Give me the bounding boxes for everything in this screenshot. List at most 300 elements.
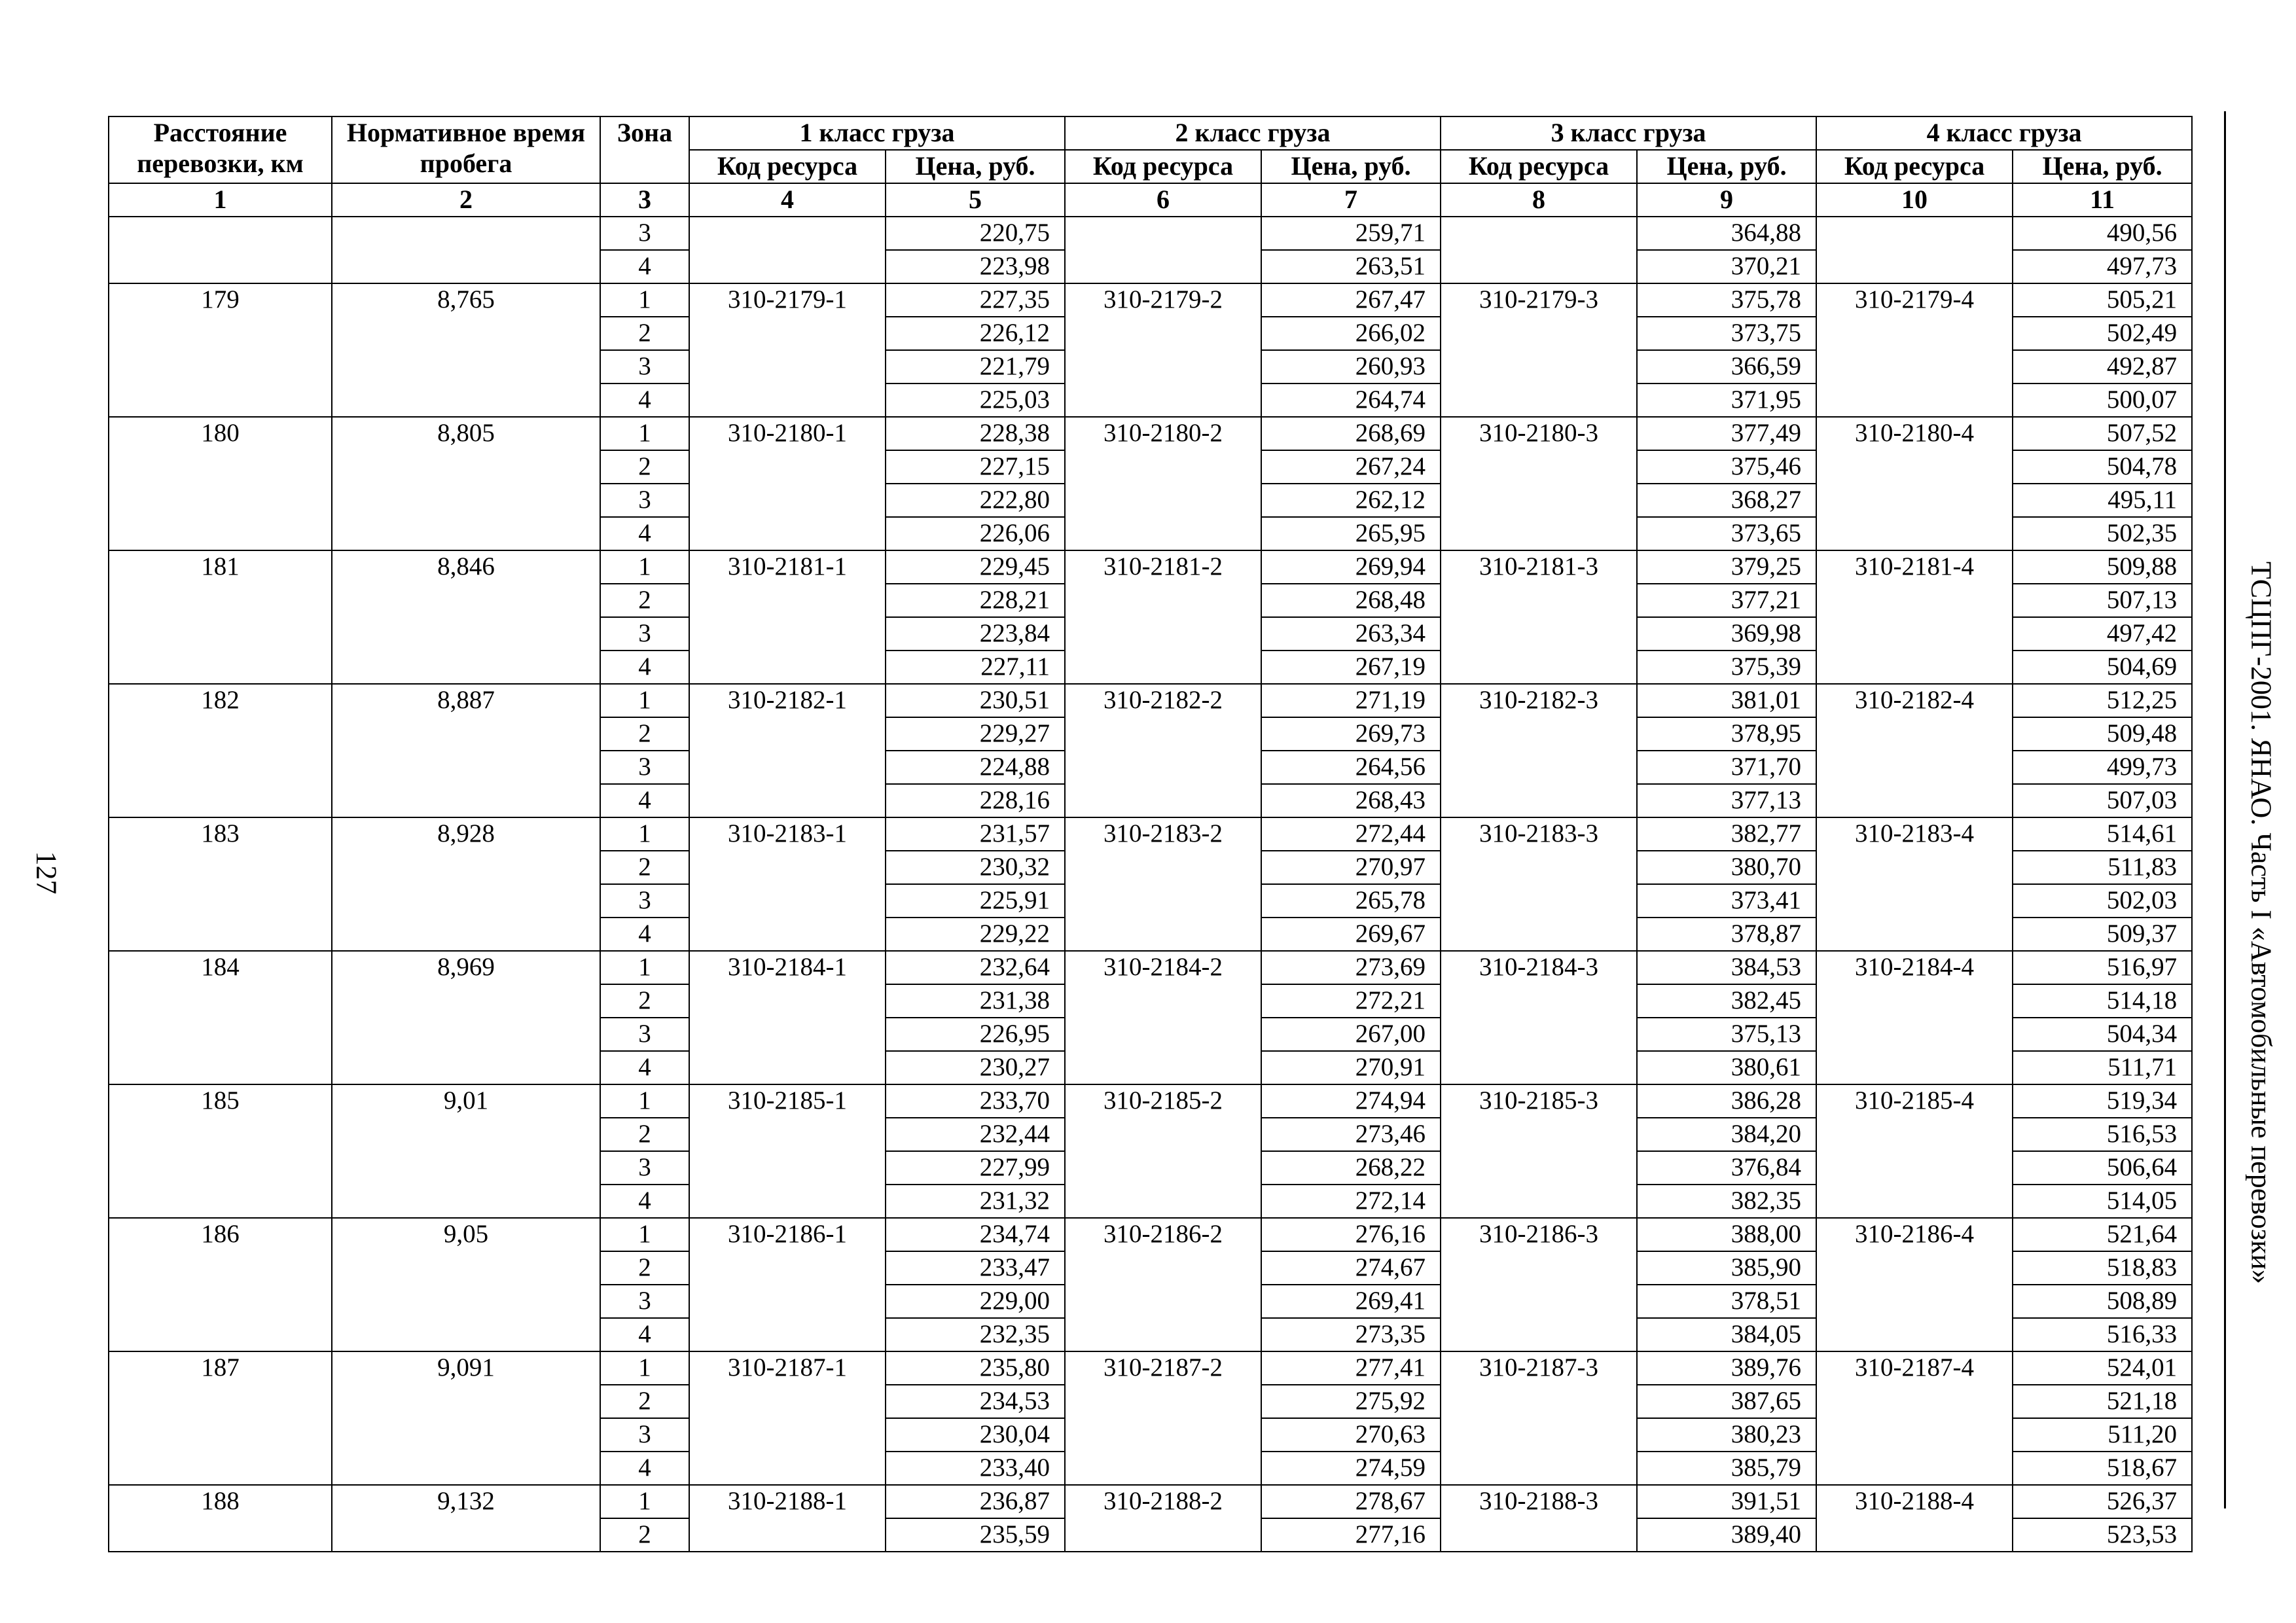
table-row xyxy=(109,817,2192,851)
price-cell: 233,70 xyxy=(886,1084,1065,1118)
price-cell: 370,21 xyxy=(1637,250,1816,283)
price-cell: 490,56 xyxy=(2013,217,2192,250)
zone-cell: 4 xyxy=(600,250,689,283)
price-cell: 364,88 xyxy=(1637,217,1816,250)
price-cell: 502,49 xyxy=(2013,317,2192,350)
price-cell: 508,89 xyxy=(2013,1285,2192,1318)
time-cell: 8,805 xyxy=(332,417,600,550)
price-cell: 270,97 xyxy=(1261,851,1441,884)
price-cell: 377,49 xyxy=(1637,417,1816,450)
time-cell: 9,091 xyxy=(332,1351,600,1485)
distance-cell: 180 xyxy=(109,417,332,550)
header-class-2: 2 класс груза xyxy=(1065,116,1441,150)
price-cell: 512,25 xyxy=(2013,684,2192,717)
zone-cell: 2 xyxy=(600,984,689,1018)
price-cell: 382,35 xyxy=(1637,1185,1816,1218)
resource-code-cell: 310-2184-3 xyxy=(1441,951,1637,1084)
price-cell: 377,13 xyxy=(1637,784,1816,817)
zone-cell: 1 xyxy=(600,684,689,717)
resource-code-cell: 310-2187-2 xyxy=(1065,1351,1261,1485)
zone-cell: 2 xyxy=(600,1118,689,1151)
price-cell: 233,40 xyxy=(886,1452,1065,1485)
price-cell: 373,75 xyxy=(1637,317,1816,350)
price-cell: 234,53 xyxy=(886,1385,1065,1418)
resource-code-cell: 310-2181-4 xyxy=(1816,550,2013,684)
resource-code-cell xyxy=(1065,217,1261,283)
zone-cell: 4 xyxy=(600,651,689,684)
price-cell: 371,95 xyxy=(1637,383,1816,417)
zone-cell: 4 xyxy=(600,1185,689,1218)
resource-code-cell: 310-2186-4 xyxy=(1816,1218,2013,1351)
price-cell: 273,69 xyxy=(1261,951,1441,984)
price-cell: 385,79 xyxy=(1637,1452,1816,1485)
price-cell: 231,38 xyxy=(886,984,1065,1018)
price-cell: 276,16 xyxy=(1261,1218,1441,1251)
header-class-4: 4 класс груза xyxy=(1816,116,2192,150)
resource-code-cell: 310-2186-1 xyxy=(689,1218,886,1351)
price-cell: 265,78 xyxy=(1261,884,1441,918)
price-cell: 507,13 xyxy=(2013,584,2192,617)
distance-cell xyxy=(109,217,332,283)
price-cell: 272,44 xyxy=(1261,817,1441,851)
price-cell: 382,45 xyxy=(1637,984,1816,1018)
time-cell: 8,887 xyxy=(332,684,600,817)
distance-cell: 179 xyxy=(109,283,332,417)
price-cell: 259,71 xyxy=(1261,217,1441,250)
price-cell: 268,22 xyxy=(1261,1151,1441,1185)
price-cell: 232,64 xyxy=(886,951,1065,984)
resource-code-cell: 310-2183-1 xyxy=(689,817,886,951)
price-cell: 375,46 xyxy=(1637,450,1816,484)
header-price: Цена, руб. xyxy=(1637,150,1816,183)
price-cell: 509,37 xyxy=(2013,918,2192,951)
zone-cell: 3 xyxy=(600,1151,689,1185)
resource-code-cell: 310-2179-1 xyxy=(689,283,886,417)
resource-code-cell: 310-2185-2 xyxy=(1065,1084,1261,1218)
price-cell: 502,03 xyxy=(2013,884,2192,918)
resource-code-cell: 310-2187-3 xyxy=(1441,1351,1637,1485)
price-cell: 516,97 xyxy=(2013,951,2192,984)
resource-code-cell: 310-2188-4 xyxy=(1816,1485,2013,1552)
page-number: 127 xyxy=(30,851,63,895)
resource-code-cell: 310-2185-1 xyxy=(689,1084,886,1218)
time-cell: 8,969 xyxy=(332,951,600,1084)
zone-cell: 2 xyxy=(600,1385,689,1418)
price-cell: 502,35 xyxy=(2013,517,2192,550)
column-number: 9 xyxy=(1637,183,1816,217)
header-code: Код ресурса xyxy=(689,150,886,183)
distance-cell: 182 xyxy=(109,684,332,817)
price-cell: 229,00 xyxy=(886,1285,1065,1318)
time-cell: 9,01 xyxy=(332,1084,600,1218)
price-cell: 524,01 xyxy=(2013,1351,2192,1385)
resource-code-cell: 310-2181-2 xyxy=(1065,550,1261,684)
price-cell: 232,35 xyxy=(886,1318,1065,1351)
price-cell: 373,41 xyxy=(1637,884,1816,918)
price-cell: 526,37 xyxy=(2013,1485,2192,1518)
resource-code-cell: 310-2182-3 xyxy=(1441,684,1637,817)
resource-code-cell: 310-2181-1 xyxy=(689,550,886,684)
price-cell: 235,80 xyxy=(886,1351,1065,1385)
price-cell: 231,32 xyxy=(886,1185,1065,1218)
price-cell: 263,51 xyxy=(1261,250,1441,283)
zone-cell: 2 xyxy=(600,1518,689,1552)
zone-cell: 1 xyxy=(600,417,689,450)
price-cell: 232,44 xyxy=(886,1118,1065,1151)
price-cell: 511,20 xyxy=(2013,1418,2192,1452)
price-cell: 495,11 xyxy=(2013,484,2192,517)
table-row xyxy=(109,550,2192,584)
header-class-3: 3 класс груза xyxy=(1441,116,1816,150)
price-cell: 518,67 xyxy=(2013,1452,2192,1485)
resource-code-cell: 310-2182-2 xyxy=(1065,684,1261,817)
zone-cell: 4 xyxy=(600,1051,689,1084)
resource-code-cell: 310-2188-1 xyxy=(689,1485,886,1552)
resource-code-cell: 310-2179-2 xyxy=(1065,283,1261,417)
resource-code-cell: 310-2179-3 xyxy=(1441,283,1637,417)
zone-cell: 2 xyxy=(600,1251,689,1285)
column-number: 7 xyxy=(1261,183,1441,217)
price-cell: 269,41 xyxy=(1261,1285,1441,1318)
price-cell: 266,02 xyxy=(1261,317,1441,350)
price-cell: 231,57 xyxy=(886,817,1065,851)
price-cell: 264,56 xyxy=(1261,751,1441,784)
price-cell: 500,07 xyxy=(2013,383,2192,417)
column-number: 6 xyxy=(1065,183,1261,217)
table-row xyxy=(109,283,2192,317)
price-cell: 267,19 xyxy=(1261,651,1441,684)
price-cell: 233,47 xyxy=(886,1251,1065,1285)
header-time: Нормативное время пробега xyxy=(332,116,600,183)
zone-cell: 1 xyxy=(600,1351,689,1385)
zone-cell: 1 xyxy=(600,1218,689,1251)
price-cell: 220,75 xyxy=(886,217,1065,250)
price-cell: 222,80 xyxy=(886,484,1065,517)
resource-code-cell: 310-2184-4 xyxy=(1816,951,2013,1084)
distance-cell: 187 xyxy=(109,1351,332,1485)
header-price: Цена, руб. xyxy=(1261,150,1441,183)
price-cell: 274,67 xyxy=(1261,1251,1441,1285)
price-cell: 384,20 xyxy=(1637,1118,1816,1151)
resource-code-cell: 310-2180-2 xyxy=(1065,417,1261,550)
price-cell: 385,90 xyxy=(1637,1251,1816,1285)
resource-code-cell xyxy=(689,217,886,283)
header-price: Цена, руб. xyxy=(886,150,1065,183)
price-cell: 499,73 xyxy=(2013,751,2192,784)
price-cell: 378,87 xyxy=(1637,918,1816,951)
time-cell xyxy=(332,217,600,283)
zone-cell: 3 xyxy=(600,1018,689,1051)
resource-code-cell: 310-2185-4 xyxy=(1816,1084,2013,1218)
price-cell: 274,59 xyxy=(1261,1452,1441,1485)
price-cell: 226,95 xyxy=(886,1018,1065,1051)
price-cell: 260,93 xyxy=(1261,350,1441,383)
resource-code-cell: 310-2182-4 xyxy=(1816,684,2013,817)
price-cell: 378,95 xyxy=(1637,717,1816,751)
distance-cell: 186 xyxy=(109,1218,332,1351)
table-header xyxy=(109,116,2192,217)
price-cell: 227,15 xyxy=(886,450,1065,484)
price-cell: 227,11 xyxy=(886,651,1065,684)
price-cell: 270,63 xyxy=(1261,1418,1441,1452)
price-cell: 506,64 xyxy=(2013,1151,2192,1185)
price-cell: 267,47 xyxy=(1261,283,1441,317)
resource-code-cell: 310-2187-4 xyxy=(1816,1351,2013,1485)
zone-cell: 1 xyxy=(600,1485,689,1518)
distance-cell: 181 xyxy=(109,550,332,684)
price-cell: 366,59 xyxy=(1637,350,1816,383)
column-number: 3 xyxy=(600,183,689,217)
price-cell: 511,71 xyxy=(2013,1051,2192,1084)
price-cell: 228,21 xyxy=(886,584,1065,617)
side-divider xyxy=(2224,111,2226,1508)
zone-cell: 3 xyxy=(600,751,689,784)
zone-cell: 1 xyxy=(600,550,689,584)
price-cell: 505,21 xyxy=(2013,283,2192,317)
price-cell: 376,84 xyxy=(1637,1151,1816,1185)
price-cell: 389,40 xyxy=(1637,1518,1816,1552)
zone-cell: 4 xyxy=(600,1452,689,1485)
price-cell: 278,67 xyxy=(1261,1485,1441,1518)
resource-code-cell xyxy=(1441,217,1637,283)
price-cell: 229,45 xyxy=(886,550,1065,584)
header-code: Код ресурса xyxy=(1441,150,1637,183)
price-cell: 223,98 xyxy=(886,250,1065,283)
price-cell: 509,88 xyxy=(2013,550,2192,584)
distance-cell: 188 xyxy=(109,1485,332,1552)
price-cell: 277,16 xyxy=(1261,1518,1441,1552)
price-cell: 380,23 xyxy=(1637,1418,1816,1452)
price-cell: 384,05 xyxy=(1637,1318,1816,1351)
resource-code-cell: 310-2184-1 xyxy=(689,951,886,1084)
zone-cell: 2 xyxy=(600,317,689,350)
header-class-1: 1 класс груза xyxy=(689,116,1065,150)
price-cell: 504,69 xyxy=(2013,651,2192,684)
zone-cell: 3 xyxy=(600,484,689,517)
price-cell: 229,27 xyxy=(886,717,1065,751)
price-cell: 277,41 xyxy=(1261,1351,1441,1385)
price-cell: 507,03 xyxy=(2013,784,2192,817)
zone-cell: 4 xyxy=(600,784,689,817)
price-cell: 381,01 xyxy=(1637,684,1816,717)
zone-cell: 3 xyxy=(600,1418,689,1452)
price-cell: 223,84 xyxy=(886,617,1065,651)
price-cell: 511,83 xyxy=(2013,851,2192,884)
table-row xyxy=(109,217,2192,250)
time-cell: 8,846 xyxy=(332,550,600,684)
price-cell: 227,99 xyxy=(886,1151,1065,1185)
price-cell: 382,77 xyxy=(1637,817,1816,851)
price-cell: 235,59 xyxy=(886,1518,1065,1552)
price-cell: 518,83 xyxy=(2013,1251,2192,1285)
tariff-table xyxy=(108,116,2193,1552)
distance-cell: 183 xyxy=(109,817,332,951)
column-number: 1 xyxy=(109,183,332,217)
price-cell: 514,61 xyxy=(2013,817,2192,851)
table-row xyxy=(109,417,2192,450)
price-cell: 514,18 xyxy=(2013,984,2192,1018)
zone-cell: 2 xyxy=(600,717,689,751)
resource-code-cell: 310-2180-3 xyxy=(1441,417,1637,550)
table-row xyxy=(109,1485,2192,1518)
resource-code-cell: 310-2186-3 xyxy=(1441,1218,1637,1351)
price-cell: 262,12 xyxy=(1261,484,1441,517)
table-row xyxy=(109,1351,2192,1385)
price-cell: 380,61 xyxy=(1637,1051,1816,1084)
resource-code-cell: 310-2183-4 xyxy=(1816,817,2013,951)
price-cell: 269,73 xyxy=(1261,717,1441,751)
price-cell: 230,27 xyxy=(886,1051,1065,1084)
zone-cell: 2 xyxy=(600,450,689,484)
column-number: 2 xyxy=(332,183,600,217)
zone-cell: 1 xyxy=(600,283,689,317)
column-number: 4 xyxy=(689,183,886,217)
price-cell: 519,34 xyxy=(2013,1084,2192,1118)
price-cell: 273,35 xyxy=(1261,1318,1441,1351)
price-cell: 272,21 xyxy=(1261,984,1441,1018)
price-cell: 507,52 xyxy=(2013,417,2192,450)
price-cell: 274,94 xyxy=(1261,1084,1441,1118)
price-cell: 275,92 xyxy=(1261,1385,1441,1418)
column-number: 10 xyxy=(1816,183,2013,217)
resource-code-cell: 310-2188-2 xyxy=(1065,1485,1261,1552)
resource-code-cell: 310-2188-3 xyxy=(1441,1485,1637,1552)
resource-code-cell: 310-2179-4 xyxy=(1816,283,2013,417)
zone-cell: 2 xyxy=(600,584,689,617)
table-row xyxy=(109,1084,2192,1118)
price-cell: 516,33 xyxy=(2013,1318,2192,1351)
price-cell: 391,51 xyxy=(1637,1485,1816,1518)
time-cell: 8,928 xyxy=(332,817,600,951)
price-cell: 369,98 xyxy=(1637,617,1816,651)
price-cell: 492,87 xyxy=(2013,350,2192,383)
price-cell: 373,65 xyxy=(1637,517,1816,550)
time-cell: 8,765 xyxy=(332,283,600,417)
resource-code-cell: 310-2185-3 xyxy=(1441,1084,1637,1218)
price-cell: 377,21 xyxy=(1637,584,1816,617)
price-cell: 224,88 xyxy=(886,751,1065,784)
price-cell: 270,91 xyxy=(1261,1051,1441,1084)
price-cell: 375,78 xyxy=(1637,283,1816,317)
table-row xyxy=(109,951,2192,984)
zone-cell: 3 xyxy=(600,884,689,918)
price-cell: 368,27 xyxy=(1637,484,1816,517)
price-cell: 375,39 xyxy=(1637,651,1816,684)
resource-code-cell: 310-2181-3 xyxy=(1441,550,1637,684)
price-cell: 268,48 xyxy=(1261,584,1441,617)
header-code: Код ресурса xyxy=(1065,150,1261,183)
price-cell: 269,67 xyxy=(1261,918,1441,951)
resource-code-cell: 310-2184-2 xyxy=(1065,951,1261,1084)
table-body xyxy=(109,217,2192,1552)
resource-code-cell: 310-2182-1 xyxy=(689,684,886,817)
price-cell: 375,13 xyxy=(1637,1018,1816,1051)
resource-code-cell: 310-2186-2 xyxy=(1065,1218,1261,1351)
price-cell: 228,16 xyxy=(886,784,1065,817)
price-cell: 523,53 xyxy=(2013,1518,2192,1552)
price-cell: 384,53 xyxy=(1637,951,1816,984)
price-cell: 388,00 xyxy=(1637,1218,1816,1251)
zone-cell: 3 xyxy=(600,1285,689,1318)
price-cell: 386,28 xyxy=(1637,1084,1816,1118)
price-cell: 509,48 xyxy=(2013,717,2192,751)
table-row xyxy=(109,1218,2192,1251)
resource-code-cell: 310-2187-1 xyxy=(689,1351,886,1485)
price-cell: 225,91 xyxy=(886,884,1065,918)
price-cell: 264,74 xyxy=(1261,383,1441,417)
zone-cell: 1 xyxy=(600,951,689,984)
price-cell: 379,25 xyxy=(1637,550,1816,584)
zone-cell: 3 xyxy=(600,217,689,250)
price-cell: 226,06 xyxy=(886,517,1065,550)
price-cell: 521,18 xyxy=(2013,1385,2192,1418)
price-cell: 227,35 xyxy=(886,283,1065,317)
header-price: Цена, руб. xyxy=(2013,150,2192,183)
price-cell: 371,70 xyxy=(1637,751,1816,784)
zone-cell: 3 xyxy=(600,617,689,651)
price-cell: 230,32 xyxy=(886,851,1065,884)
price-cell: 504,78 xyxy=(2013,450,2192,484)
price-cell: 273,46 xyxy=(1261,1118,1441,1151)
price-cell: 497,73 xyxy=(2013,250,2192,283)
zone-cell: 4 xyxy=(600,1318,689,1351)
distance-cell: 184 xyxy=(109,951,332,1084)
price-cell: 516,53 xyxy=(2013,1118,2192,1151)
time-cell: 9,05 xyxy=(332,1218,600,1351)
table-row xyxy=(109,684,2192,717)
price-cell: 272,14 xyxy=(1261,1185,1441,1218)
price-cell: 267,24 xyxy=(1261,450,1441,484)
price-cell: 268,69 xyxy=(1261,417,1441,450)
side-running-title: ТСЦПГ-2001. ЯНАО. Часть I «Автомобильные перевозки» xyxy=(2245,561,2278,1285)
resource-code-cell: 310-2180-4 xyxy=(1816,417,2013,550)
price-cell: 230,51 xyxy=(886,684,1065,717)
price-cell: 387,65 xyxy=(1637,1385,1816,1418)
resource-code-cell: 310-2183-3 xyxy=(1441,817,1637,951)
price-cell: 514,05 xyxy=(2013,1185,2192,1218)
header-code: Код ресурса xyxy=(1816,150,2013,183)
price-cell: 269,94 xyxy=(1261,550,1441,584)
resource-code-cell: 310-2183-2 xyxy=(1065,817,1261,951)
price-cell: 267,00 xyxy=(1261,1018,1441,1051)
zone-cell: 1 xyxy=(600,817,689,851)
price-cell: 265,95 xyxy=(1261,517,1441,550)
resource-code-cell xyxy=(1816,217,2013,283)
price-cell: 268,43 xyxy=(1261,784,1441,817)
zone-cell: 1 xyxy=(600,1084,689,1118)
header-zone: Зона xyxy=(600,116,689,183)
price-cell: 271,19 xyxy=(1261,684,1441,717)
price-cell: 521,64 xyxy=(2013,1218,2192,1251)
price-cell: 221,79 xyxy=(886,350,1065,383)
header-distance: Расстояние перевозки, км xyxy=(109,116,332,183)
column-number: 8 xyxy=(1441,183,1637,217)
distance-cell: 185 xyxy=(109,1084,332,1218)
price-cell: 225,03 xyxy=(886,383,1065,417)
column-number: 11 xyxy=(2013,183,2192,217)
zone-cell: 4 xyxy=(600,517,689,550)
price-cell: 230,04 xyxy=(886,1418,1065,1452)
zone-cell: 2 xyxy=(600,851,689,884)
header-column-numbers xyxy=(109,183,2192,217)
price-cell: 226,12 xyxy=(886,317,1065,350)
price-cell: 504,34 xyxy=(2013,1018,2192,1051)
column-number: 5 xyxy=(886,183,1065,217)
zone-cell: 4 xyxy=(600,383,689,417)
price-cell: 263,34 xyxy=(1261,617,1441,651)
price-cell: 378,51 xyxy=(1637,1285,1816,1318)
price-cell: 497,42 xyxy=(2013,617,2192,651)
